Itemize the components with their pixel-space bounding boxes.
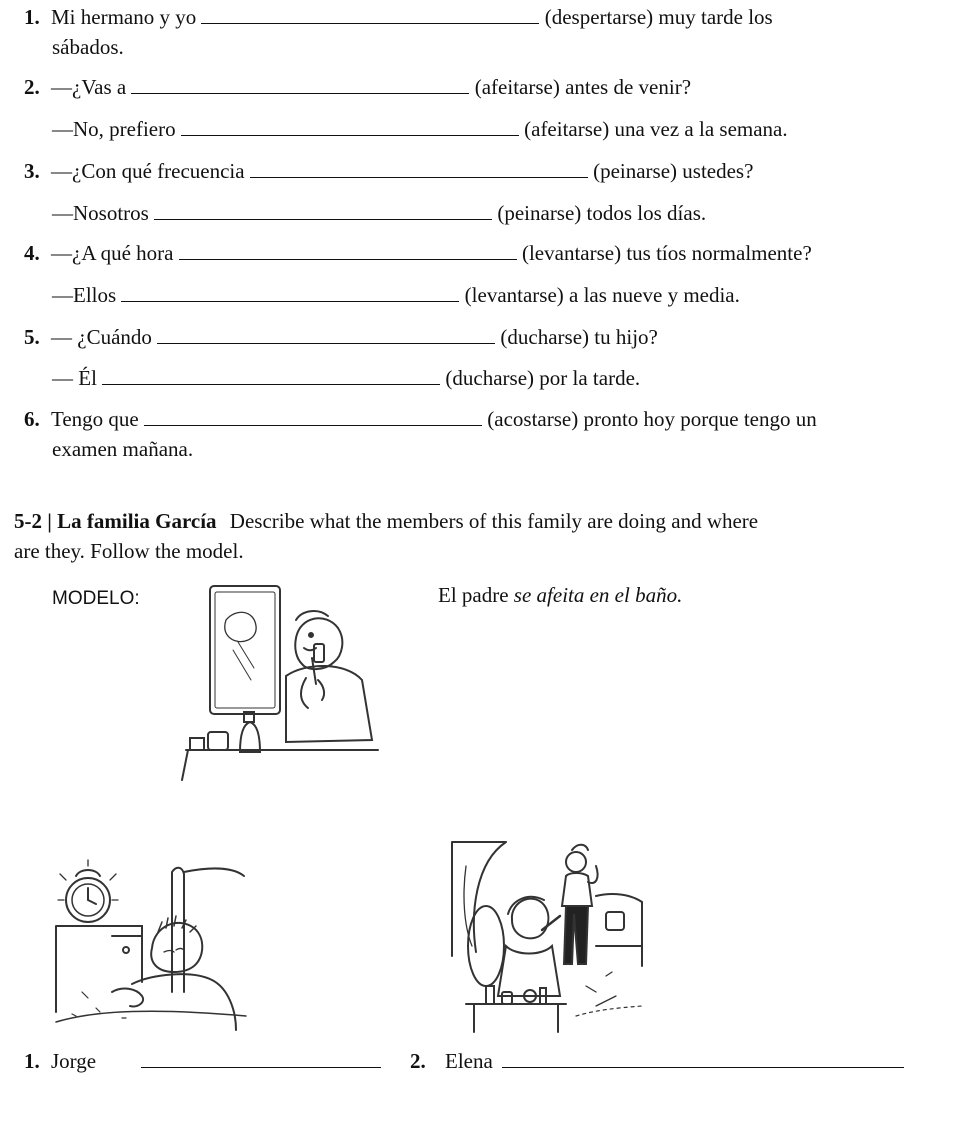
item-6-continuation: examen mañana. — [52, 437, 194, 461]
answer-elena — [410, 1048, 904, 1074]
answer-blank[interactable] — [502, 1049, 904, 1068]
item-number: 6. — [24, 407, 40, 431]
answer-number: 2. — [410, 1049, 426, 1073]
item-number: 3. — [24, 159, 40, 183]
item-6 — [24, 406, 817, 432]
item-hint: (ducharse) por la tarde. — [445, 366, 641, 390]
man-shaving-illustration — [178, 580, 388, 795]
answer-blank[interactable] — [157, 325, 495, 344]
item-text: —Nosotros — [52, 201, 149, 225]
item-5 — [24, 324, 658, 350]
item-text: — Él — [52, 366, 97, 390]
section-heading — [14, 508, 758, 534]
answer-blank[interactable] — [121, 283, 459, 302]
modelo-answer: se afeita en el baño. — [513, 583, 683, 607]
item-text: —Ellos — [52, 283, 117, 307]
item-number: 2. — [24, 75, 40, 99]
item-hint: (ducharse) tu hijo? — [500, 325, 658, 349]
section-instructions-cont: are they. Follow the model. — [14, 539, 244, 563]
item-5-reply — [52, 365, 640, 391]
item-text: —¿A qué hora — [51, 241, 174, 265]
boy-waking-up-illustration — [52, 852, 252, 1037]
answer-blank[interactable] — [144, 407, 482, 426]
item-4 — [24, 240, 812, 266]
item-hint: (despertarse) muy tarde los — [544, 5, 773, 29]
answer-blank[interactable] — [250, 159, 588, 178]
item-1-continuation: sábados. — [52, 35, 124, 59]
item-hint: (acostarse) pronto hoy porque tengo un — [487, 407, 817, 431]
item-hint: (levantarse) a las nueve y media. — [464, 283, 740, 307]
item-text: Tengo que — [51, 407, 139, 431]
answer-blank[interactable] — [131, 75, 469, 94]
modelo-prefix: El padre — [438, 583, 509, 607]
item-text: —¿Vas a — [51, 75, 127, 99]
item-2 — [24, 74, 691, 100]
answer-blank[interactable] — [141, 1049, 381, 1068]
item-hint: (afeitarse) una vez a la semana. — [524, 117, 788, 141]
item-text: —¿Con qué frecuencia — [51, 159, 245, 183]
item-number: 1. — [24, 5, 40, 29]
answer-blank[interactable] — [179, 241, 517, 260]
item-hint: (peinarse) ustedes? — [593, 159, 754, 183]
item-hint: (peinarse) todos los días. — [497, 201, 707, 225]
item-3-reply — [52, 200, 706, 226]
item-text: — ¿Cuándo — [51, 325, 152, 349]
girl-at-vanity-illustration — [446, 836, 646, 1036]
modelo-sentence — [438, 582, 682, 608]
item-number: 4. — [24, 241, 40, 265]
answer-name: Jorge — [51, 1049, 97, 1073]
item-text: —No, prefiero — [52, 117, 176, 141]
item-4-reply — [52, 282, 740, 308]
modelo-label: MODELO: — [52, 588, 140, 609]
item-number: 5. — [24, 325, 40, 349]
answer-name: Elena — [445, 1049, 493, 1073]
item-2-reply — [52, 116, 788, 142]
answer-blank[interactable] — [102, 366, 440, 385]
item-hint: (afeitarse) antes de venir? — [474, 75, 692, 99]
answer-blank[interactable] — [181, 117, 519, 136]
answer-blank[interactable] — [154, 201, 492, 220]
item-3 — [24, 158, 753, 184]
section-instructions: Describe what the members of this family are doing and where — [229, 509, 759, 533]
answer-jorge — [24, 1048, 381, 1074]
item-text: Mi hermano y yo — [51, 5, 197, 29]
item-hint: (levantarse) tus tíos normalmente? — [521, 241, 812, 265]
answer-number: 1. — [24, 1049, 40, 1073]
answer-blank[interactable] — [201, 5, 539, 24]
item-1 — [24, 4, 773, 30]
section-title: 5-2 | La familia García — [14, 509, 217, 533]
